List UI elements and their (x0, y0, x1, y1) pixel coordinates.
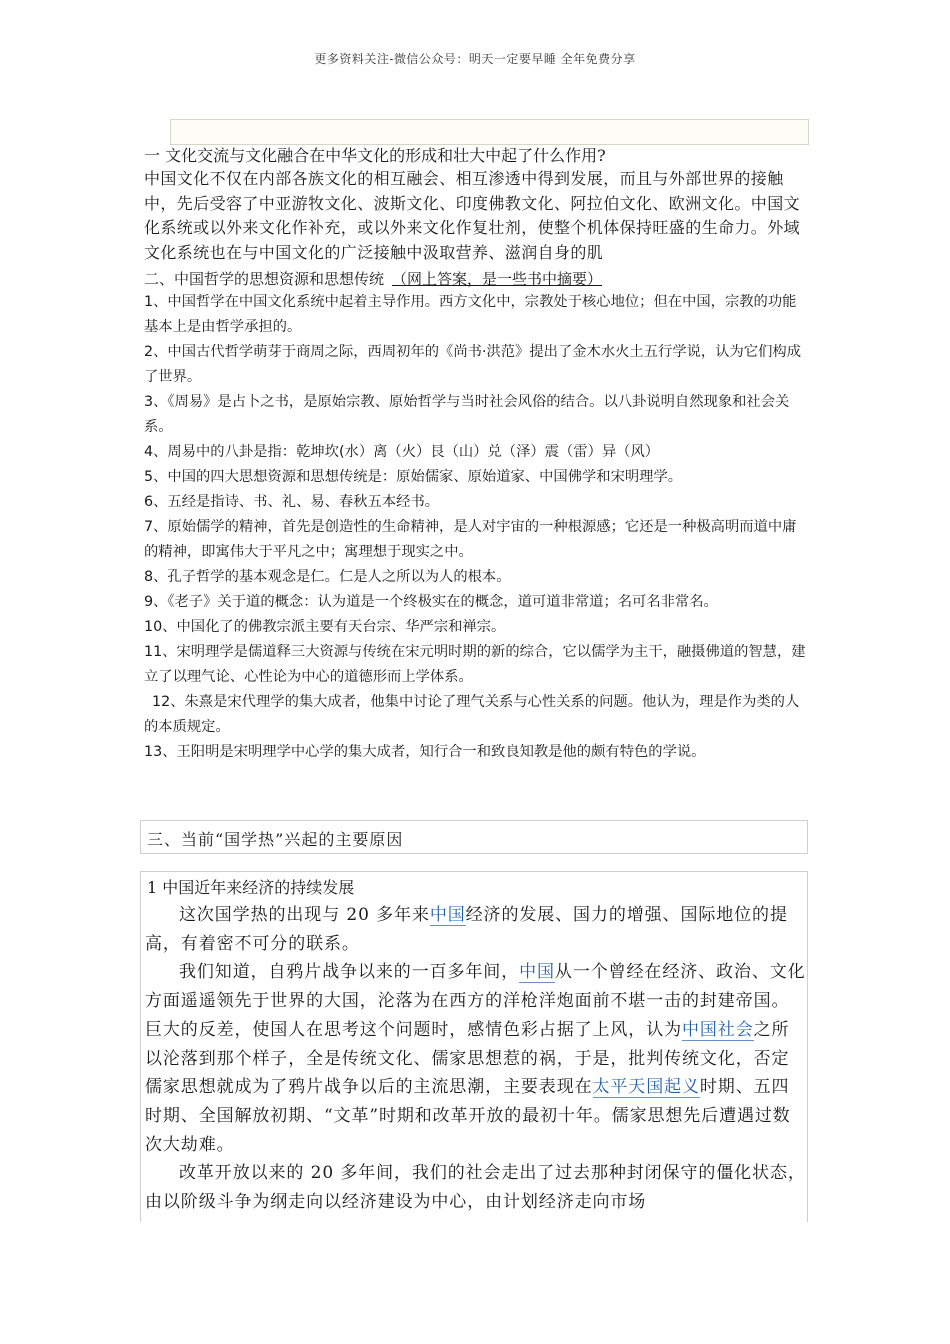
empty-text-box (170, 119, 809, 145)
link-taiping-rebellion[interactable]: 太平天国起义 (592, 1077, 700, 1098)
paragraph-text: 这次国学热的出现与 20 多年来 (179, 905, 430, 925)
page-header: 更多资料关注-微信公众号：明天一定要早睡 全年免费分享 (314, 52, 636, 66)
list-item: 1、中国哲学在中国文化系统中起着主导作用。西方文化中，宗教处于核心地位；但在中国，宗教的功能基本上是由哲学承担的。 (144, 294, 797, 335)
main-content (144, 145, 808, 765)
list-item: 3、《周易》是占卜之书，是原始宗教、原始哲学与当时社会风俗的结合。以八卦说明自然现象和社会关系。 (144, 394, 790, 435)
question-2-note: （网上答案，是一些书中摘要） (392, 270, 603, 288)
paragraph-text: 经济的发展、国力的增强、国际地位的提高，有着密不可分的联系。 (145, 905, 788, 954)
question-3-title: 三、当前“国学热”兴起的主要原因 (147, 830, 404, 849)
question-3-box (140, 820, 808, 854)
paragraph-text: 之所以沦落到那个样子，全是传统文化、儒家思想惹的祸，于是，批判传统文化，否定儒家思想就成为了鸦片战争以后的主流思潮，主要表现在 (145, 1019, 790, 1098)
subsection-title: 1 中国近年来经济的持续发展 (147, 878, 355, 897)
link-china[interactable]: 中国 (519, 962, 555, 983)
paragraph-1 (145, 901, 807, 958)
question-3-answer-box (140, 871, 808, 1222)
list-item: 8、孔子哲学的基本观念是仁。仁是人之所以为人的根本。 (144, 569, 511, 585)
list-item: 11、宋明理学是儒道释三大资源与传统在宋元明时期的新的综合，它以儒学为主干，融摄佛道的智慧，建立了以理气论、心性论为中心的道德形而上学体系。 (144, 644, 806, 685)
question-1-answer: 中国文化不仅在内部各族文化的相互融会、相互渗透中得到发展，而且与外部世界的接触中，先后受容了中亚游牧文化、波斯文化、印度佛教文化、阿拉伯文化、欧洲文化。中国文化系统或以外来文化作补充，或以外来文化作复壮剂，使整个机体保持旺盛的生命力。外域文化系统也在与中国文化的广泛接触中汲取营养、滋润自身的肌 (144, 169, 801, 262)
paragraph-text: 从一个曾经在经济、政治、文化方面遥遥领先于世界的大国，沦落为在西方的洋枪洋炮面前不堪一击的封建帝国。巨大的反差，使国人在思考这个问题时，感情色彩占据了上风，认为 (145, 962, 806, 1040)
paragraph-text: 时期、五四时期、全国解放初期、“文革”时期和改革开放的最初十年。儒家思想先后遭遇过数次大劫难。 (145, 1077, 791, 1155)
link-china[interactable]: 中国 (429, 905, 466, 925)
question-2-list (144, 290, 808, 765)
list-item: 10、中国化了的佛教宗派主要有天台宗、华严宗和禅宗。 (144, 619, 506, 635)
question-1-title: 一 文化交流与文化融合在中华文化的形成和壮大中起了什么作用? (144, 146, 606, 165)
question-2-title-text: 二、中国哲学的思想资源和思想传统 (144, 270, 385, 288)
list-item: 12、朱熹是宋代理学的集大成者，他集中讨论了理气关系与心性关系的问题。他认为，理是作为类的人的本质规定。 (144, 694, 800, 735)
paragraph-2 (145, 958, 807, 1159)
question-2-title (144, 268, 808, 290)
list-item: 5、中国的四大思想资源和思想传统是：原始儒家、原始道家、中国佛学和宋明理学。 (144, 469, 683, 485)
list-item: 6、五经是指诗、书、礼、易、春秋五本经书。 (144, 494, 440, 510)
list-item: 4、周易中的八卦是指：乾坤坎(水）离（火）艮（山）兑（泽）震（雷）异（风） (144, 444, 660, 460)
paragraph-text: 我们知道，自鸦片战争以来的一百多年间， (179, 962, 520, 983)
list-item: 13、王阳明是宋明理学中心学的集大成者，知行合一和致良知教是他的颇有特色的学说。 (144, 744, 706, 760)
list-item: 2、中国古代哲学萌芽于商周之际，西周初年的《尚书·洪范》提出了金木水火土五行学说，认为它们构成了世界。 (144, 344, 801, 385)
paragraph-3: 改革开放以来的 20 多年间，我们的社会走出了过去那种封闭保守的僵化状态，由以阶级斗争为纲走向以经济建设为中心，由计划经济走向市场 (145, 1163, 806, 1213)
list-item: 9、《老子》关于道的概念：认为道是一个终极实在的概念，道可道非常道；名可名非常名。 (144, 594, 718, 610)
list-item: 7、原始儒学的精神，首先是创造性的生命精神，是人对宇宙的一种根源感；它还是一种极高明而道中庸的精神，即寓伟大于平凡之中；寓理想于现实之中。 (144, 519, 797, 560)
link-chinese-society[interactable]: 中国社会 (682, 1019, 754, 1040)
